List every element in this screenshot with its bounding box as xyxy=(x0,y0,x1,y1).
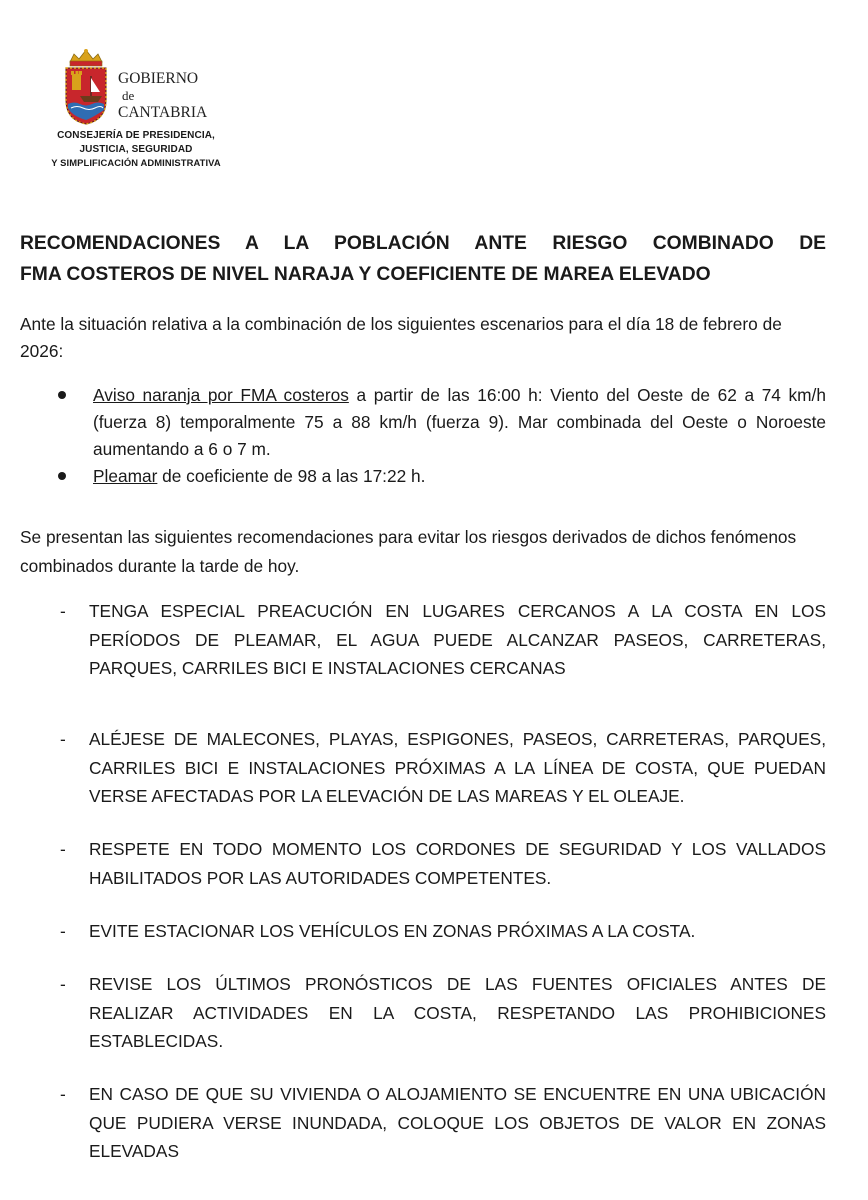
title-line-2: FMA COSTEROS DE NIVEL NARAJA Y COEFICIENTE DE MAREA ELEVADO xyxy=(20,264,711,285)
gov-line-2: de xyxy=(122,88,135,103)
gov-line-1: GOBIERNO xyxy=(118,70,199,87)
recommendation-item xyxy=(60,917,826,946)
gov-line-3: CANTABRIA xyxy=(118,104,208,121)
government-name xyxy=(118,70,207,121)
recommendation-text: ALÉJESE DE MALECONES, PLAYAS, ESPIGONES, PASEOS, CARRETERAS, PARQUES, CARRILES BICI E INSTALACIONES PRÓXIMAS A LA LÍNEA DE COSTA, QUE PUEDAN VERSE AFECTADAS POR LA ELEVACIÓN DE LAS MAREAS Y EL OLEAJE. xyxy=(89,729,826,806)
dash-marker: - xyxy=(60,601,66,621)
scenario-label: Pleamar xyxy=(93,466,158,486)
bullet-icon xyxy=(58,472,66,480)
title-line-1: RECOMENDACIONES A LA POBLACIÓN ANTE RIESGO COMBINADO DE xyxy=(20,233,826,254)
recommendations-lead: Se presentan las siguientes recomendaciones para evitar los riesgos derivados de dichos fenómenos combinados durante la tarde de hoy. xyxy=(20,527,797,576)
dept-line-1: CONSEJERÍA DE PRESIDENCIA, xyxy=(57,130,215,141)
dash-marker: - xyxy=(60,729,66,749)
intro-paragraph: Ante la situación relativa a la combinación de los siguientes escenarios para el día 18 de febrero de 2026: xyxy=(20,314,782,361)
dept-line-2: JUSTICIA, SEGURIDAD xyxy=(79,143,193,155)
dash-marker: - xyxy=(60,921,66,941)
list-item xyxy=(56,463,826,490)
header-logo-block xyxy=(36,48,276,178)
bullet-icon xyxy=(58,391,66,399)
recommendation-item xyxy=(60,970,826,1056)
scenario-text: de coeficiente de 98 a las 17:22 h. xyxy=(157,466,426,486)
dash-marker: - xyxy=(60,839,66,859)
recommendation-text: EN CASO DE QUE SU VIVIENDA O ALOJAMIENTO SE ENCUENTRE EN UNA UBICACIÓN QUE PUDIERA VERSE INUNDADA, COLOQUE LOS OBJETOS DE VALOR EN ZONAS ELEVADAS xyxy=(89,1084,826,1161)
scenario-text: a partir de las 16:00 h: Viento del Oeste de 62 a 74 km/h (fuerza 8) temporalmente 75 a 88 km/h (fuerza 9). Mar combinada del Oeste o Noroeste aumentando a 6 o 7 m. xyxy=(93,385,826,459)
recommendation-item xyxy=(60,1080,826,1166)
scenario-label: Aviso naranja por FMA costeros xyxy=(93,385,349,405)
dash-marker: - xyxy=(60,1084,66,1104)
department-name xyxy=(36,129,236,170)
scenario-list xyxy=(56,382,826,490)
recommendation-text: REVISE LOS ÚLTIMOS PRONÓSTICOS DE LAS FUENTES OFICIALES ANTES DE REALIZAR ACTIVIDADES EN LA COSTA, RESPETANDO LAS PROHIBICIONES ESTABLECIDAS. xyxy=(89,974,826,1051)
recommendation-text: TENGA ESPECIAL PREACUCIÓN EN LUGARES CERCANOS A LA COSTA EN LOS PERÍODOS DE PLEAMAR, EL AGUA PUEDE ALCANZAR PASEOS, CARRETERAS, PARQUES, CARRILES BICI E INSTALACIONES CERCANAS xyxy=(89,601,826,678)
cantabria-crest-icon xyxy=(62,48,110,126)
recommendation-text: EVITE ESTACIONAR LOS VEHÍCULOS EN ZONAS PRÓXIMAS A LA COSTA. xyxy=(89,921,696,941)
document-title xyxy=(20,228,826,290)
recommendation-text: RESPETE EN TODO MOMENTO LOS CORDONES DE SEGURIDAD Y LOS VALLADOS HABILITADOS POR LAS AUTORIDADES COMPETENTES. xyxy=(89,839,826,888)
list-item xyxy=(56,382,826,463)
recommendation-item xyxy=(60,835,826,892)
dash-marker: - xyxy=(60,974,66,994)
dept-line-3: Y SIMPLIFICACIÓN ADMINISTRATIVA xyxy=(51,157,221,168)
recommendation-item xyxy=(60,725,826,811)
recommendation-item xyxy=(60,597,826,683)
